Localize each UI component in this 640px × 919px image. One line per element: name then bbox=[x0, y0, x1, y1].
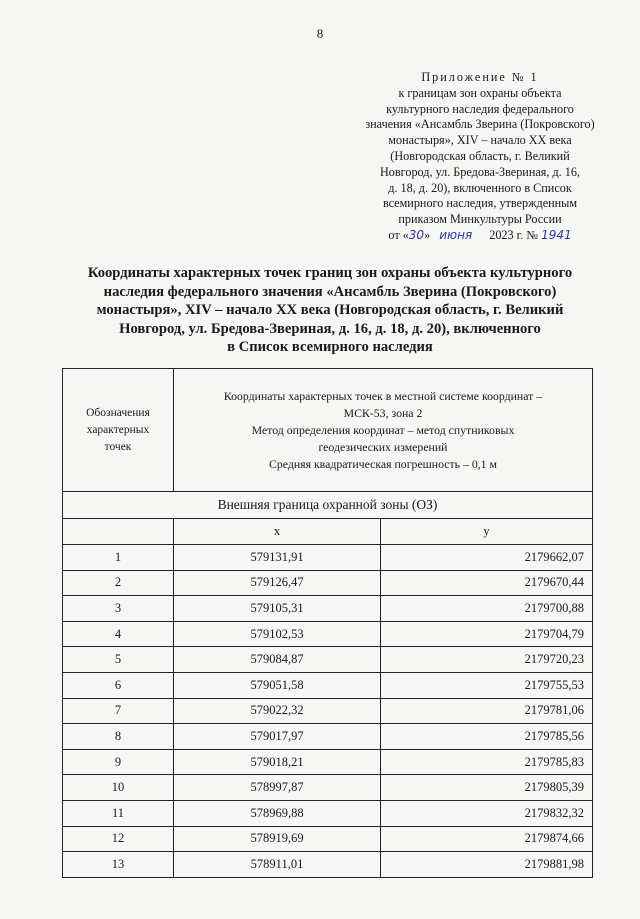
title-line: Координаты характерных точек границ зон охраны объекта культурного bbox=[87, 265, 573, 281]
x-coordinate-cell: 579131,91 bbox=[174, 545, 381, 571]
header-label-line: Обозначения bbox=[86, 406, 150, 419]
order-number: 1941 bbox=[541, 227, 572, 242]
document-title bbox=[60, 264, 600, 357]
column-header-y: у bbox=[381, 519, 593, 545]
table-row bbox=[63, 724, 593, 750]
y-coordinate-cell: 2179720,23 bbox=[381, 647, 593, 673]
point-number-cell: 2 bbox=[63, 570, 174, 596]
appendix-date-line bbox=[330, 228, 630, 244]
appendix-line: культурного наследия федерального bbox=[386, 101, 574, 116]
coordinates-table bbox=[62, 368, 593, 878]
table-header-row bbox=[63, 369, 593, 492]
table-row bbox=[63, 852, 593, 878]
x-coordinate-cell: 579126,47 bbox=[174, 570, 381, 596]
y-coordinate-cell: 2179874,66 bbox=[381, 826, 593, 852]
table-row bbox=[63, 775, 593, 801]
y-coordinate-cell: 2179662,07 bbox=[381, 545, 593, 571]
appendix-heading: Приложение № 1 bbox=[421, 70, 539, 84]
appendix-line: приказом Минкультуры России bbox=[398, 212, 562, 227]
y-coordinate-cell: 2179704,79 bbox=[381, 621, 593, 647]
x-coordinate-cell: 579102,53 bbox=[174, 621, 381, 647]
x-coordinate-cell: 579105,31 bbox=[174, 596, 381, 622]
empty-header-cell bbox=[63, 519, 174, 545]
point-number-cell: 11 bbox=[63, 800, 174, 826]
table-row bbox=[63, 800, 593, 826]
point-number-cell: 5 bbox=[63, 647, 174, 673]
column-header-x: х bbox=[174, 519, 381, 545]
y-coordinate-cell: 2179785,56 bbox=[381, 724, 593, 750]
table-row bbox=[63, 545, 593, 571]
appendix-block bbox=[330, 70, 630, 244]
point-number-cell: 4 bbox=[63, 621, 174, 647]
title-line: в Список всемирного наследия bbox=[227, 339, 433, 355]
x-coordinate-cell: 579022,32 bbox=[174, 698, 381, 724]
x-coordinate-cell: 579084,87 bbox=[174, 647, 381, 673]
point-number-cell: 1 bbox=[63, 545, 174, 571]
y-coordinate-cell: 2179670,44 bbox=[381, 570, 593, 596]
header-method-line: МСК-53, зона 2 bbox=[343, 405, 423, 420]
y-coordinate-cell: 2179700,88 bbox=[381, 596, 593, 622]
date-year: 2023 г. № bbox=[489, 227, 539, 242]
date-month: июня bbox=[439, 227, 473, 242]
appendix-line: д. 18, д. 20), включенного в Список bbox=[388, 180, 572, 195]
column-header-row bbox=[63, 519, 593, 545]
appendix-line: всемирного наследия, утвержденным bbox=[382, 196, 578, 211]
point-number-cell: 7 bbox=[63, 698, 174, 724]
y-coordinate-cell: 2179881,98 bbox=[381, 852, 593, 878]
date-mid: » bbox=[424, 227, 431, 242]
x-coordinate-cell: 578919,69 bbox=[174, 826, 381, 852]
title-line: наследия федерального значения «Ансамбль Зверина (Покровского) bbox=[103, 283, 557, 300]
appendix-line: значения «Ансамбль Зверина (Покровского) bbox=[365, 117, 595, 132]
point-number-cell: 10 bbox=[63, 775, 174, 801]
table-row bbox=[63, 647, 593, 673]
date-day: 30 bbox=[408, 227, 425, 242]
table-row bbox=[63, 621, 593, 647]
zone-row bbox=[63, 492, 593, 519]
table-row bbox=[63, 570, 593, 596]
header-method-line: Средняя квадратическая погрешность – 0,1 м bbox=[268, 456, 497, 471]
point-number-cell: 9 bbox=[63, 749, 174, 775]
zone-label: Внешняя граница охранной зоны (ОЗ) bbox=[63, 492, 593, 519]
header-label-line: точек bbox=[104, 440, 132, 453]
point-number-cell: 8 bbox=[63, 724, 174, 750]
x-coordinate-cell: 579051,58 bbox=[174, 672, 381, 698]
y-coordinate-cell: 2179805,39 bbox=[381, 775, 593, 801]
appendix-line: (Новгородская область, г. Великий bbox=[390, 148, 570, 163]
title-line: монастыря», XIV – начало XX века (Новгородская область, г. Великий bbox=[96, 302, 564, 318]
title-line: Новгород, ул. Бредова-Звериная, д. 16, д. 18, д. 20), включенного bbox=[119, 320, 541, 337]
table-row bbox=[63, 826, 593, 852]
x-coordinate-cell: 579017,97 bbox=[174, 724, 381, 750]
appendix-line: к границам зон охраны объекта bbox=[398, 85, 562, 100]
x-coordinate-cell: 578969,88 bbox=[174, 800, 381, 826]
header-method-line: Метод определения координат – метод спутниковых bbox=[251, 422, 515, 437]
appendix-line: Новгород, ул. Бредова-Звериная, д. 16, bbox=[380, 164, 580, 179]
y-coordinate-cell: 2179785,83 bbox=[381, 749, 593, 775]
header-coordinate-method bbox=[174, 369, 593, 492]
y-coordinate-cell: 2179755,53 bbox=[381, 672, 593, 698]
x-coordinate-cell: 578911,01 bbox=[174, 852, 381, 878]
table-row bbox=[63, 749, 593, 775]
header-method-line: геодезических измерений bbox=[318, 439, 448, 454]
point-number-cell: 6 bbox=[63, 672, 174, 698]
date-prefix: от « bbox=[388, 227, 409, 242]
y-coordinate-cell: 2179781,06 bbox=[381, 698, 593, 724]
table-row bbox=[63, 596, 593, 622]
x-coordinate-cell: 579018,21 bbox=[174, 749, 381, 775]
x-coordinate-cell: 578997,87 bbox=[174, 775, 381, 801]
page-number: 8 bbox=[316, 26, 324, 41]
table-row bbox=[63, 672, 593, 698]
point-number-cell: 12 bbox=[63, 826, 174, 852]
header-method-line: Координаты характерных точек в местной системе координат – bbox=[223, 388, 543, 403]
header-point-label bbox=[63, 369, 174, 492]
header-label-line: характерных bbox=[86, 423, 150, 436]
point-number-cell: 13 bbox=[63, 852, 174, 878]
table-row bbox=[63, 698, 593, 724]
y-coordinate-cell: 2179832,32 bbox=[381, 800, 593, 826]
appendix-line: монастыря», XIV – начало XX века bbox=[388, 133, 572, 148]
point-number-cell: 3 bbox=[63, 596, 174, 622]
